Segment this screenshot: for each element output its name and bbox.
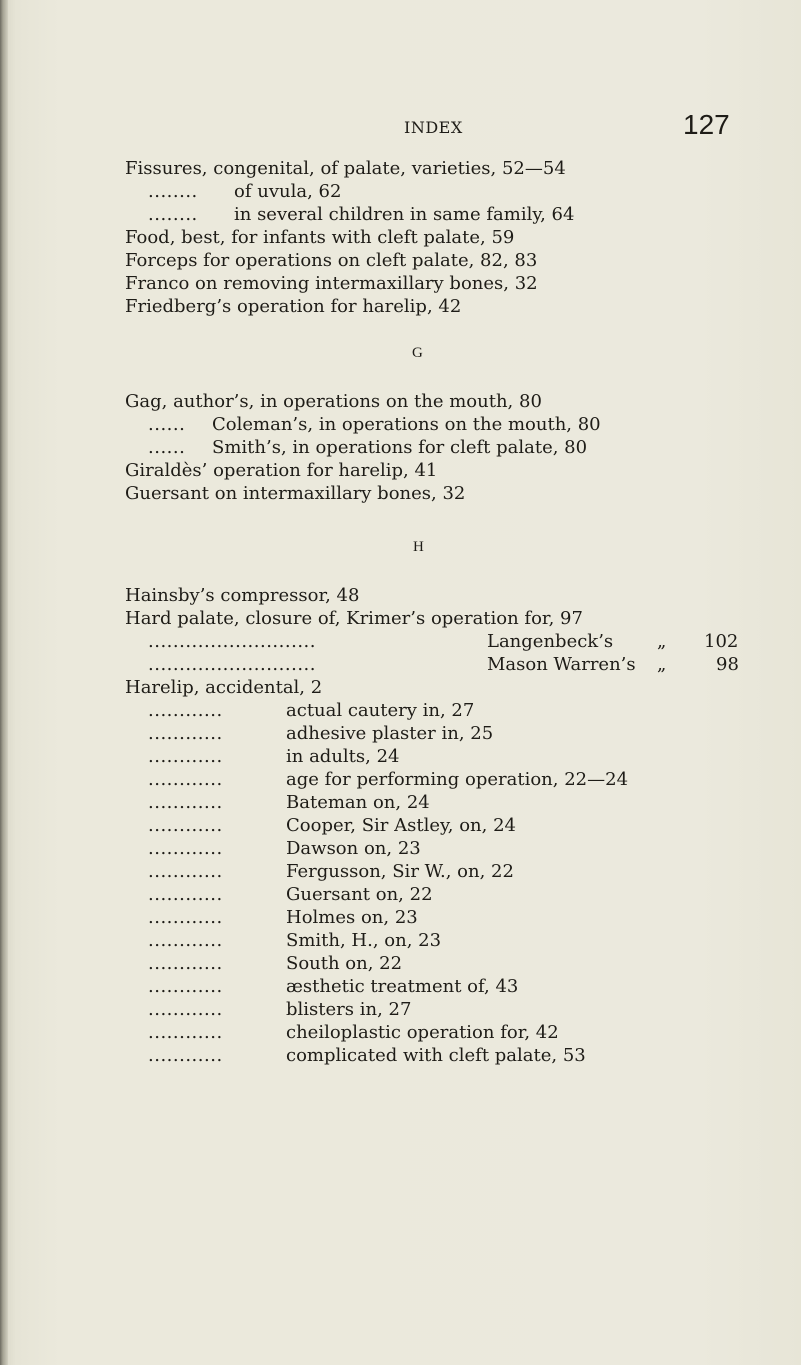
index-subentry-harelip: ............ Fergusson, Sir W., on, 22 bbox=[148, 861, 514, 882]
index-subentry-smith: ...... Smith’s, in operations for cleft palate, 80 bbox=[148, 437, 588, 458]
index-subentry-harelip: ............ blisters in, 27 bbox=[148, 999, 412, 1020]
index-subentry-harelip: ............ Cooper, Sir Astley, on, 24 bbox=[148, 815, 516, 836]
leader-dots: ............ bbox=[148, 861, 223, 882]
index-subentry-harelip: ............ Bateman on, 24 bbox=[148, 792, 430, 813]
index-subentry-harelip: ............ in adults, 24 bbox=[148, 746, 400, 767]
leader-dots: ............ bbox=[148, 976, 223, 997]
index-subentry-harelip: ............ cheiloplastic operation for, 42 bbox=[148, 1022, 559, 1043]
index-entry-friedberg: Friedberg’s operation for harelip, 42 bbox=[125, 296, 462, 317]
index-subentry-harelip: ............ age for performing operation, 22—24 bbox=[148, 769, 629, 790]
index-entry-franco: Franco on removing intermaxillary bones, 32 bbox=[125, 273, 538, 294]
leader-dots: ............ bbox=[148, 792, 223, 813]
page-number: 127 bbox=[683, 109, 730, 140]
section-letter-g: G bbox=[412, 345, 423, 361]
index-subentry-harelip: ............ South on, 22 bbox=[148, 953, 403, 974]
index-entry-giraldes: Giraldès’ operation for harelip, 41 bbox=[125, 460, 438, 481]
leader-dots: ...... bbox=[148, 437, 186, 458]
index-entry-gag: Gag, author’s, in operations on the mouth, 80 bbox=[125, 391, 542, 412]
index-subentry-harelip: ............ actual cautery in, 27 bbox=[148, 700, 475, 721]
index-subentry-langenbeck: ........................... Langenbeck’s „ 102 bbox=[148, 631, 739, 652]
leader-dots: ............ bbox=[148, 1022, 223, 1043]
leader-dots: ............ bbox=[148, 1045, 223, 1066]
leader-dots: ........................... bbox=[148, 654, 316, 675]
index-subentry-mason-warren: ........................... Mason Warren’s „ 98 bbox=[148, 654, 739, 675]
leader-dots: ............ bbox=[148, 999, 223, 1020]
index-entry-guersant: Guersant on intermaxillary bones, 32 bbox=[125, 483, 466, 504]
index-entry-hard-palate: Hard palate, closure of, Krimer’s operation for, 97 bbox=[125, 608, 583, 629]
index-subentry-harelip: ............ Guersant on, 22 bbox=[148, 884, 433, 905]
leader-dots: ............ bbox=[148, 700, 223, 721]
leader-dots: ............ bbox=[148, 907, 223, 928]
index-entry-fissures: Fissures, congenital, of palate, varieties, 52—54 bbox=[125, 158, 566, 179]
index-subentry-harelip: ............ æsthetic treatment of, 43 bbox=[148, 976, 519, 997]
index-entry-hainsby: Hainsby’s compressor, 48 bbox=[125, 585, 360, 606]
leader-dots: ............ bbox=[148, 769, 223, 790]
leader-dots: ............ bbox=[148, 953, 223, 974]
index-entry-forceps: Forceps for operations on cleft palate, 82, 83 bbox=[125, 250, 538, 271]
leader-dots: ............ bbox=[148, 723, 223, 744]
index-subentry-coleman: ...... Coleman’s, in operations on the mouth, 80 bbox=[148, 414, 601, 435]
index-subentry-harelip: ............ Dawson on, 23 bbox=[148, 838, 421, 859]
index-subentry-harelip: ............ complicated with cleft palate, 53 bbox=[148, 1045, 586, 1066]
binding-edge bbox=[0, 0, 8, 1365]
section-letter-h: H bbox=[413, 539, 424, 555]
index-entry-food: Food, best, for infants with cleft palate, 59 bbox=[125, 227, 515, 248]
running-head: INDEX bbox=[404, 118, 463, 137]
leader-dots: ............ bbox=[148, 884, 223, 905]
index-subentry-harelip: ............ Smith, H., on, 23 bbox=[148, 930, 442, 951]
index-subentry-several-children: ........ in several children in same family, 64 bbox=[148, 204, 575, 225]
leader-dots: ...... bbox=[148, 414, 186, 435]
leader-dots: ............ bbox=[148, 815, 223, 836]
leader-dots: ........................... bbox=[148, 631, 316, 652]
leader-dots: ........ bbox=[148, 204, 198, 225]
index-subentry-uvula: ........ of uvula, 62 bbox=[148, 181, 342, 202]
leader-dots: ............ bbox=[148, 838, 223, 859]
leader-dots: ............ bbox=[148, 930, 223, 951]
leader-dots: ........ bbox=[148, 181, 198, 202]
leader-dots: ............ bbox=[148, 746, 223, 767]
index-entry-harelip: Harelip, accidental, 2 bbox=[125, 677, 323, 698]
index-subentry-harelip: ............ Holmes on, 23 bbox=[148, 907, 418, 928]
index-subentry-harelip: ............ adhesive plaster in, 25 bbox=[148, 723, 494, 744]
